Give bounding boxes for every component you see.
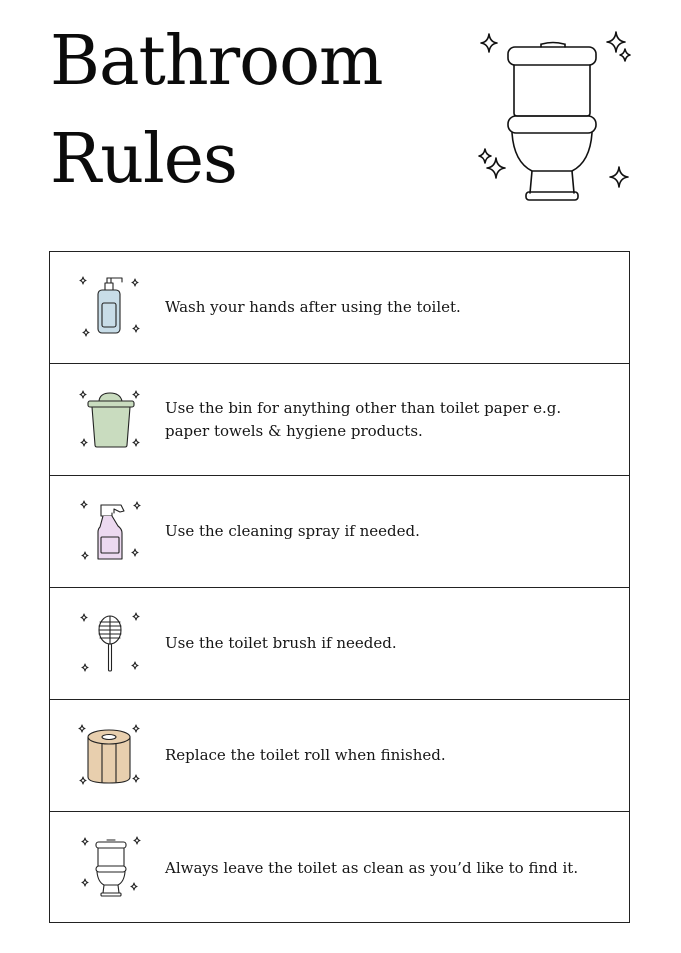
rule-text: Use the cleaning spray if needed. xyxy=(165,522,420,540)
rule-row xyxy=(50,588,629,700)
title-line-2: Rules xyxy=(50,120,237,199)
title-line-1: Bathroom xyxy=(50,22,383,101)
bin-icon xyxy=(78,387,144,453)
toilet-brush-icon xyxy=(78,611,144,677)
rule-row xyxy=(50,476,629,588)
rules-table xyxy=(49,251,630,923)
toilet-roll-icon xyxy=(78,723,144,789)
rule-row xyxy=(50,364,629,476)
rule-text: Replace the toilet roll when finished. xyxy=(165,746,446,764)
rule-row xyxy=(50,252,629,364)
rule-row xyxy=(50,700,629,812)
rule-text: Always leave the toilet as clean as you’d like to find it. xyxy=(165,858,579,877)
rule-text: Use the toilet brush if needed. xyxy=(165,634,397,652)
rule-text: Use the bin for anything other than toilet paper e.g. paper towels & hygiene products. xyxy=(165,398,562,440)
toilet-icon xyxy=(78,835,144,901)
spray-bottle-icon xyxy=(78,499,144,565)
rule-text: Wash your hands after using the toilet. xyxy=(165,298,461,316)
rule-row xyxy=(50,812,629,924)
soap-dispenser-icon xyxy=(78,275,144,341)
toilet-icon xyxy=(474,30,636,206)
